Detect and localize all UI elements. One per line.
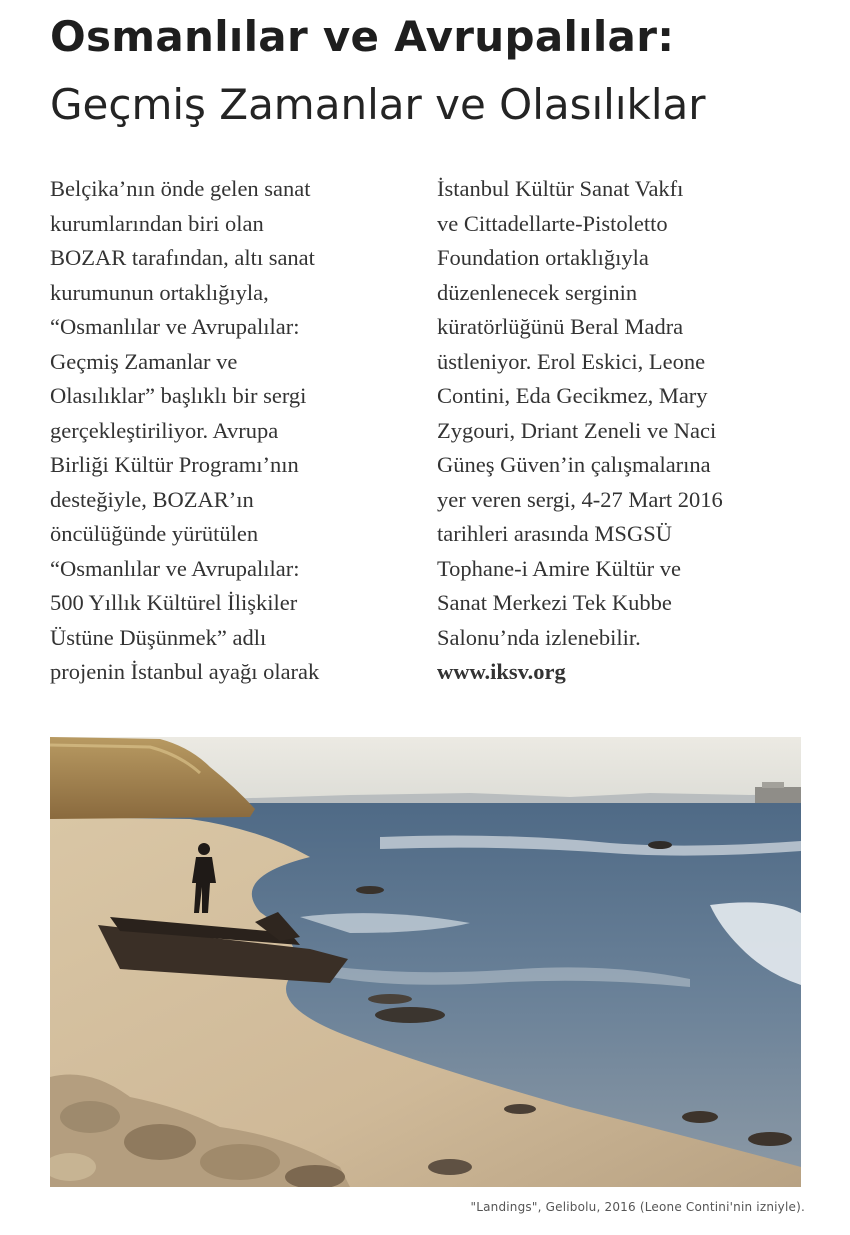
text-line: “Osmanlılar ve Avrupalılar:	[50, 314, 300, 339]
text-line: Foundation ortaklığıyla	[437, 245, 649, 270]
text-line: projenin İstanbul ayağı olarak	[50, 659, 320, 684]
text-line: Üstüne Düşünmek” adlı	[50, 624, 267, 650]
text-line: ve Cittadellarte-Pistoletto	[437, 210, 668, 236]
text-line: Zygouri, Driant Zeneli ve Naci	[437, 417, 717, 443]
text-line: üstleniyor. Erol Eskici, Leone	[437, 348, 706, 374]
text-line: öncülüğünde yürütülen	[50, 521, 259, 546]
text-line: Salonu’nda izlenebilir.	[437, 624, 641, 650]
text-line: Olasılıklar” başlıklı bir sergi	[50, 383, 307, 408]
text-line: Güneş Güven’in çalışmalarına	[437, 452, 711, 477]
text-line: Contini, Eda Gecikmez, Mary	[437, 383, 708, 408]
photo-caption: "Landings", Gelibolu, 2016 (Leone Contini'nin izniyle).	[470, 1200, 805, 1214]
text-line: kurumunun ortaklığıyla,	[50, 279, 269, 305]
text-line: kurumlarından biri olan	[50, 210, 264, 236]
article-subtitle: Geçmiş Zamanlar ve Olasılıklar	[50, 80, 706, 129]
text-line: gerçekleştiriliyor. Avrupa	[50, 417, 279, 443]
distant-ship	[755, 787, 801, 803]
left-text-column	[50, 172, 400, 690]
text-line: İstanbul Kültür Sanat Vakfı	[437, 176, 684, 201]
text-line: desteğiyle, BOZAR’ın	[50, 486, 254, 512]
text-line: tarihleri arasında MSGSÜ	[437, 521, 672, 546]
person	[198, 843, 210, 855]
text-line: Tophane-i Amire Kültür ve	[437, 555, 681, 581]
rock	[375, 1007, 445, 1023]
text-line: düzenlenecek serginin	[437, 279, 638, 305]
text-line: Geçmiş Zamanlar ve	[50, 348, 238, 374]
text-line: Belçika’nın önde gelen sanat	[50, 176, 311, 201]
article-title: Osmanlılar ve Avrupalılar:	[50, 12, 675, 61]
text-line: “Osmanlılar ve Avrupalılar:	[50, 555, 300, 581]
text-line: Sanat Merkezi Tek Kubbe	[437, 590, 672, 615]
website-link[interactable]: www.iksv.org	[437, 659, 566, 684]
text-line: yer veren sergi, 4-27 Mart 2016	[437, 486, 723, 512]
text-line: BOZAR tarafından, altı sanat	[50, 245, 315, 270]
text-line: Birliği Kültür Programı’nın	[50, 452, 299, 477]
right-text-column	[437, 172, 817, 690]
text-line: 500 Yıllık Kültürel İlişkiler	[50, 590, 298, 615]
beach-photo	[50, 737, 801, 1187]
text-line: küratörlüğünü Beral Madra	[437, 314, 684, 339]
